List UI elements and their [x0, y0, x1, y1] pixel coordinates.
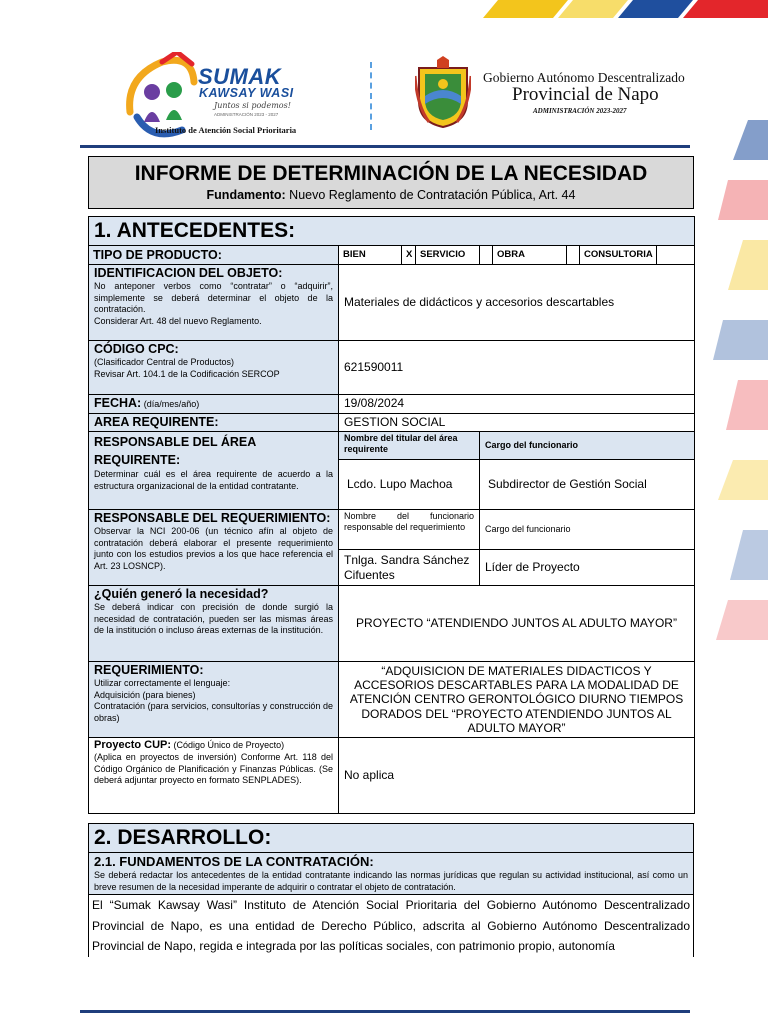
- cpc-help-art: Revisar Art. 104.1 de la Codificación SERCOP: [94, 368, 280, 379]
- requerimiento-help-3: Contratación (para servicios, consultorías y construcción de obras): [94, 701, 333, 723]
- identificacion-row: [89, 265, 695, 341]
- tipo-producto-row: [89, 246, 695, 265]
- gad-name-line1: Gobierno Autónomo Descentralizado: [483, 70, 685, 85]
- quien-help: Se deberá indicar con precisión de donde surgió la necesidad de contratación, pueden ser las mismas áreas de la institución o incluso áreas externas de la institución.: [94, 602, 333, 636]
- sumak-logo-admin: ADMINISTRACIÓN 2023 - 2027: [214, 112, 279, 117]
- identificacion-help-art: Considerar Art. 48 del nuevo Reglamento.: [94, 315, 262, 326]
- document-body: [88, 156, 694, 957]
- cpc-help: (Clasificador Central de Productos): [94, 357, 235, 368]
- antecedentes-table: [88, 216, 695, 814]
- cup-help: (Aplica en proyectos de inversión) Conforme Art. 118 del Código Orgánico de Planificación y Finanzas Públicas. (Se deberá adjuntar proyecto en formato SENPLADES).: [94, 752, 333, 786]
- requerimiento-label: REQUERIMIENTO:: [94, 663, 204, 678]
- responsable-req-help: Observar la NCI 200-06 (un técnico afín al objeto de contratación deberá elaborar el presente requerimiento junto con los estudios previos a los que hace referencia el Art. 23 LOSNCP).: [94, 526, 333, 571]
- section-2-heading: 2. DESARROLLO:: [89, 824, 694, 853]
- sumak-logo-title: SUMAK: [198, 64, 282, 89]
- footer-rule: [80, 1010, 690, 1013]
- fundamentos-help: Se deberá redactar los antecedentes de la entidad contratante indicando las normas jurídicas que regulan su actividad institucional, así como un breve resumen de la necesidad imperante de adquirir o contratar el objeto de contratación.: [94, 870, 688, 892]
- quien-row: [89, 586, 695, 662]
- gad-name-line2: Provincial de Napo: [512, 84, 659, 105]
- area-row: [89, 414, 695, 432]
- gad-napo-shield-icon: [415, 56, 471, 128]
- identificacion-label: IDENTIFICACION DEL OBJETO:: [94, 266, 283, 280]
- responsable-req-label: RESPONSABLE DEL REQUERIMIENTO:: [94, 511, 331, 526]
- consultoria-checkbox: [657, 246, 695, 265]
- titular-header: Nombre del titular del área requirente: [339, 432, 480, 460]
- fecha-help: (día/mes/año): [141, 399, 200, 409]
- cup-help-inline: (Código Único de Proyecto): [171, 740, 285, 751]
- requerimiento-row: [89, 662, 695, 738]
- fecha-row: [89, 395, 695, 414]
- fundamentos-heading: 2.1. FUNDAMENTOS DE LA CONTRATACIÓN:: [94, 854, 374, 870]
- fundamentos-body: El “Sumak Kawsay Wasi” Instituto de Atención Social Prioritaria del Gobierno Autónomo Descentralizado Provincial de Napo, es una entidad de Derecho Público, adscrita al Gobierno Autónomo Descentralizado Provincial de Napo, regida e integrada por las políticas sociales, con patrimonio propio, autonomía: [92, 898, 690, 954]
- responsable-area-help: Determinar cuál es el área requirente de acuerdo a la estructura organizacional de la entidad contratante.: [94, 469, 333, 491]
- identificacion-value: Materiales de didácticos y accesorios descartables: [339, 265, 695, 341]
- fundamento-label: Fundamento:: [206, 188, 286, 202]
- obra-label: OBRA: [493, 246, 567, 265]
- header-divider: [370, 62, 372, 130]
- fundamento-line: [89, 186, 693, 204]
- funcionario-cargo-header: Cargo del funcionario: [480, 510, 695, 550]
- page-header: [0, 46, 768, 146]
- quien-label: ¿Quién generó la necesidad?: [94, 587, 269, 602]
- cup-row: [89, 738, 695, 814]
- sumak-logo-subtitle: KAWSAY WASI: [199, 86, 294, 100]
- sumak-logo-slogan: Juntos si podemos!: [214, 101, 291, 110]
- quien-value: PROYECTO “ATENDIENDO JUNTOS AL ADULTO MAYOR”: [339, 586, 695, 662]
- fecha-label: FECHA:: [94, 396, 142, 410]
- requerimiento-value: “ADQUISICION DE MATERIALES DIDACTICOS Y ACCESORIOS DESCARTABLES PARA LA MODALIDAD DE ATENCIÓN CENTRO GERONTOLÓGICO DIURNO TIEMPOS DORADOS DEL “PROYECTO ATENDIENDO JUNTOS AL ADULTO MAYOR”: [339, 662, 695, 738]
- cpc-label: CÓDIGO CPC:: [94, 342, 179, 356]
- corner-color-stripes: [478, 0, 768, 18]
- gad-administration: ADMINISTRACIÓN 2023-2027: [533, 107, 627, 115]
- fecha-value: 19/08/2024: [339, 395, 695, 414]
- desarrollo-table: [88, 823, 694, 956]
- obra-checkbox: [567, 246, 580, 265]
- funcionario-cargo: Líder de Proyecto: [480, 550, 695, 586]
- servicio-label: SERVICIO: [416, 246, 480, 265]
- document-title: INFORME DE DETERMINACIÓN DE LA NECESIDAD: [134, 162, 648, 185]
- responsable-area-header-row: [89, 432, 695, 460]
- requerimiento-help-2: Adquisición (para bienes): [94, 689, 196, 700]
- cpc-value: 621590011: [339, 341, 695, 395]
- identificacion-help: No anteponer verbos como “contratar” o “adquirir”, simplemente se deberá determinar el objeto de la contratación.: [94, 281, 333, 315]
- bien-label: BIEN: [339, 246, 402, 265]
- titular-cargo: Subdirector de Gestión Social: [480, 460, 695, 510]
- area-label: AREA REQUIRENTE:: [94, 415, 219, 429]
- institution-name: Instituto de Atención Social Prioritaria: [155, 125, 297, 135]
- responsable-req-header-row: [89, 510, 695, 550]
- header-rule: [80, 145, 690, 148]
- cup-label: Proyecto CUP:: [94, 739, 172, 752]
- bien-checkbox: X: [402, 246, 416, 265]
- fundamento-text: Nuevo Reglamento de Contratación Pública, Art. 44: [285, 188, 576, 202]
- servicio-checkbox: [480, 246, 493, 265]
- cpc-row: [89, 341, 695, 395]
- section-1-heading: 1. ANTECEDENTES:: [89, 217, 695, 246]
- cup-value: No aplica: [339, 738, 695, 814]
- requerimiento-help-1: Utilizar correctamente el lenguaje:: [94, 678, 231, 689]
- responsable-area-label: RESPONSABLE DEL ÁREA REQUIRENTE:: [94, 435, 256, 468]
- cargo-header: Cargo del funcionario: [480, 432, 695, 460]
- right-edge-decoration: [708, 120, 768, 640]
- title-box: [88, 156, 694, 209]
- funcionario-header: Nombre del funcionario responsable del requerimiento: [339, 510, 480, 550]
- tipo-producto-label: TIPO DE PRODUCTO:: [89, 246, 339, 265]
- titular-name: Lcdo. Lupo Machoa: [339, 460, 480, 510]
- area-value: GESTION SOCIAL: [339, 414, 695, 432]
- funcionario-name: Tnlga. Sandra Sánchez Cifuentes: [339, 550, 480, 586]
- consultoria-label: CONSULTORIA: [580, 246, 657, 265]
